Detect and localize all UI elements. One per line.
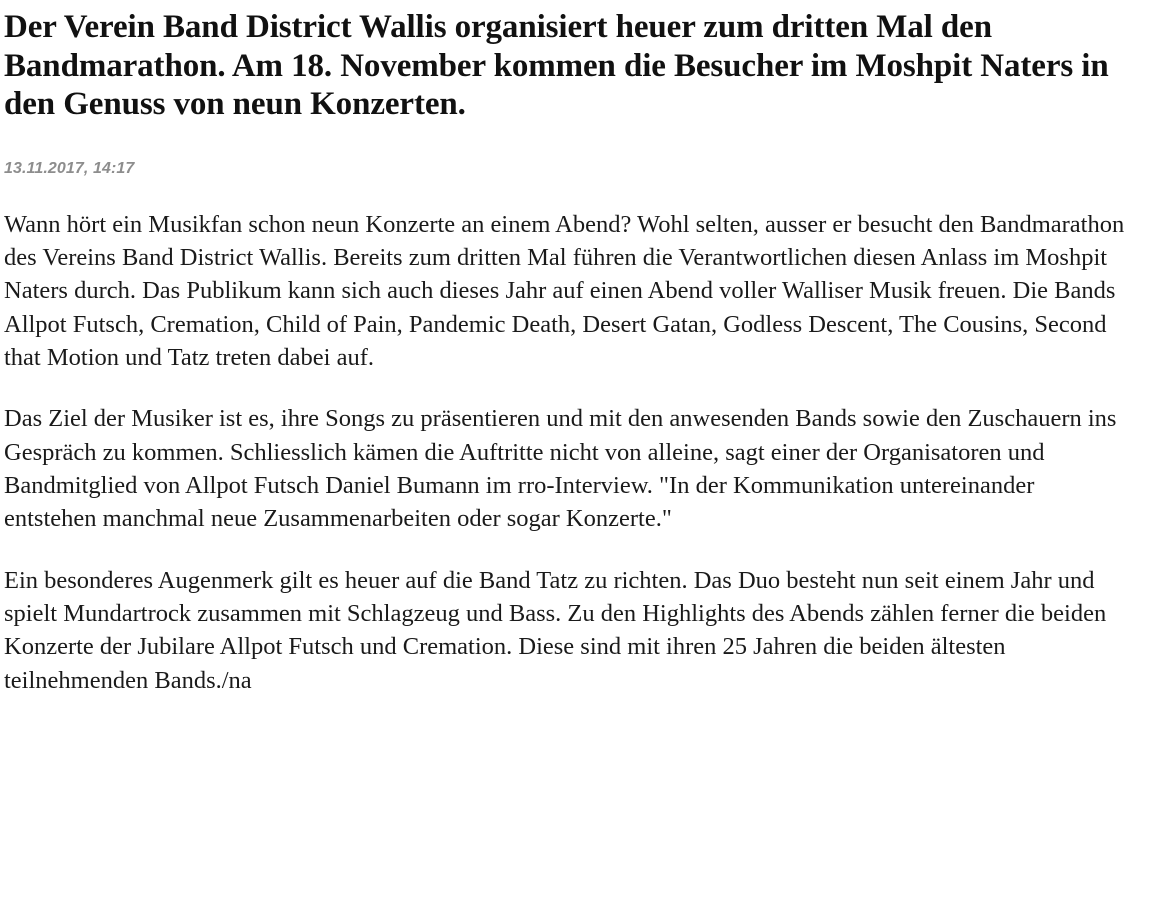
article-paragraph: Das Ziel der Musiker ist es, ihre Songs zu präsentieren und mit den anwesenden Bands sowie den Zuschauern ins Gespräch zu kommen. Schliesslich kämen die Auftritte nicht von alleine, sagt einer der Organisatoren und Bandmitglied von Allpot Futsch Daniel Bumann im rro-Interview. "In der Kommunikation untereinander entstehen manchmal neue Zusammenarbeiten oder sogar Konzerte." xyxy=(4,405,1117,533)
article-paragraph: Wann hört ein Musikfan schon neun Konzerte an einem Abend? Wohl selten, ausser er besucht den Bandmarathon des Vereins Band District Wallis. Bereits zum dritten Mal führen die Verantwortlichen diesen Anlass im Moshpit Naters durch. Das Publikum kann sich auch dieses Jahr auf einen Abend voller Walliser Musik freuen. Die Bands Allpot Futsch, Cremation, Child of Pain, Pandemic Death, Desert Gatan, Godless Descent, The Cousins, Second that Motion und Tatz treten dabei auf. xyxy=(4,210,1125,372)
article-lead-paragraph: Der Verein Band District Wallis organisiert heuer zum dritten Mal den Bandmarathon. Am 18. November kommen die Besucher im Moshpit Naters in den Genuss von neun Konzerten. xyxy=(4,9,1109,123)
article-body xyxy=(4,208,1130,697)
article-paragraph: Ein besonderes Augenmerk gilt es heuer auf die Band Tatz zu richten. Das Duo besteht nun seit einem Jahr und spielt Mundartrock zusammen mit Schlagzeug und Bass. Zu den Highlights des Abends zählen ferner die beiden Konzerte der Jubilare Allpot Futsch und Cremation. Diese sind mit ihren 25 Jahren die beiden ältesten teilnehmenden Bands./na xyxy=(4,566,1107,694)
article-timestamp: 13.11.2017, 14:17 xyxy=(4,159,135,177)
